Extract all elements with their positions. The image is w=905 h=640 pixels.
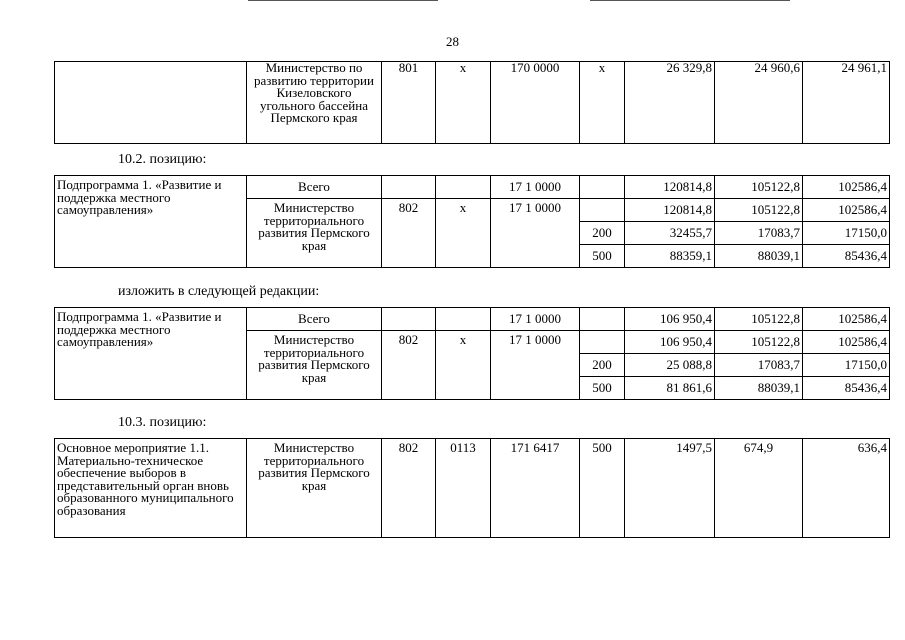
- code-cell: 802: [382, 439, 436, 538]
- empty-cell: [436, 176, 491, 199]
- activity-cell: Основное мероприятие 1.1. Материально-техническое обеспечение выборов в представительный орган вновь образованного муниципального образования: [55, 439, 247, 538]
- target-cell: 17 1 0000: [491, 308, 580, 331]
- value-cell: 106 950,4: [625, 331, 715, 354]
- total-label-cell: Всего: [247, 308, 382, 331]
- value-cell: 105122,8: [715, 308, 803, 331]
- caption-10-2: 10.2. позицию:: [118, 152, 207, 167]
- value-cell: 17150,0: [803, 354, 890, 377]
- value-cell: 120814,8: [625, 199, 715, 222]
- program-cell: Подпрограмма 1. «Развитие и поддержка местного самоуправления»: [55, 176, 247, 268]
- value-cell: 88359,1: [625, 245, 715, 268]
- table-ministry-kizel: [54, 61, 890, 144]
- code-cell: 802: [382, 331, 436, 400]
- code-cell: 801: [382, 62, 436, 144]
- empty-cell: [580, 331, 625, 354]
- value-cell: 17083,7: [715, 354, 803, 377]
- ministry-cell: Министерство территориального развития Пермского края: [247, 331, 382, 400]
- value-cell: 88039,1: [715, 245, 803, 268]
- section-cell: х: [436, 62, 491, 144]
- value-cell: 17150,0: [803, 222, 890, 245]
- empty-cell: [436, 308, 491, 331]
- target-cell: 17 1 0000: [491, 331, 580, 400]
- table-position-new: [54, 307, 890, 400]
- code-cell: 802: [382, 199, 436, 268]
- caption-10-3: 10.3. позицию:: [118, 415, 207, 430]
- ministry-cell: Министерство территориального развития Пермского края: [247, 199, 382, 268]
- page-number: 28: [446, 34, 459, 49]
- value-cell: 81 861,6: [625, 377, 715, 400]
- type-cell: 500: [580, 377, 625, 400]
- empty-cell: [580, 199, 625, 222]
- value-cell: 106 950,4: [625, 308, 715, 331]
- value-cell: 636,4: [803, 439, 890, 538]
- section-cell: х: [436, 199, 491, 268]
- empty-cell: [382, 176, 436, 199]
- value-cell: 32455,7: [625, 222, 715, 245]
- value-cell: 105122,8: [715, 199, 803, 222]
- value-cell: 102586,4: [803, 331, 890, 354]
- value-cell: 102586,4: [803, 199, 890, 222]
- value-cell: 88039,1: [715, 377, 803, 400]
- table-row: [55, 439, 890, 538]
- value-cell: 85436,4: [803, 377, 890, 400]
- value-cell: 102586,4: [803, 308, 890, 331]
- ministry-cell: Министерство по развитию территории Кизеловского угольного бассейна Пермского края: [247, 62, 382, 144]
- value-cell: 26 329,8: [625, 62, 715, 144]
- caption-edit: изложить в следующей редакции:: [118, 284, 320, 299]
- section-cell: 0113: [436, 439, 491, 538]
- value-cell: 105122,8: [715, 331, 803, 354]
- type-cell: 500: [580, 245, 625, 268]
- value-cell: 24 961,1: [803, 62, 890, 144]
- value-cell: 102586,4: [803, 176, 890, 199]
- top-rule-left: [248, 0, 438, 1]
- value-cell: 674,9: [715, 439, 803, 538]
- target-cell: 171 6417: [491, 439, 580, 538]
- value-cell: 85436,4: [803, 245, 890, 268]
- table-row: [55, 308, 890, 331]
- table-row: [55, 176, 890, 199]
- ministry-cell: Министерство территориального развития Пермского края: [247, 439, 382, 538]
- target-cell: 17 1 0000: [491, 199, 580, 268]
- empty-cell: [382, 308, 436, 331]
- program-cell: Подпрограмма 1. «Развитие и поддержка местного самоуправления»: [55, 308, 247, 400]
- value-cell: 1497,5: [625, 439, 715, 538]
- table-activity: [54, 438, 890, 538]
- total-label-cell: Всего: [247, 176, 382, 199]
- empty-cell: [580, 308, 625, 331]
- value-cell: 25 088,8: [625, 354, 715, 377]
- target-cell: 17 1 0000: [491, 176, 580, 199]
- section-cell: х: [436, 331, 491, 400]
- empty-cell: [580, 176, 625, 199]
- type-cell: х: [580, 62, 625, 144]
- table-position-old: [54, 175, 890, 268]
- table-row: [55, 62, 890, 144]
- type-cell: 200: [580, 354, 625, 377]
- type-cell: 200: [580, 222, 625, 245]
- value-cell: 120814,8: [625, 176, 715, 199]
- type-cell: 500: [580, 439, 625, 538]
- target-cell: 170 0000: [491, 62, 580, 144]
- value-cell: 105122,8: [715, 176, 803, 199]
- value-cell: 24 960,6: [715, 62, 803, 144]
- top-rule-right: [590, 0, 790, 1]
- empty-cell: [55, 62, 247, 144]
- value-cell: 17083,7: [715, 222, 803, 245]
